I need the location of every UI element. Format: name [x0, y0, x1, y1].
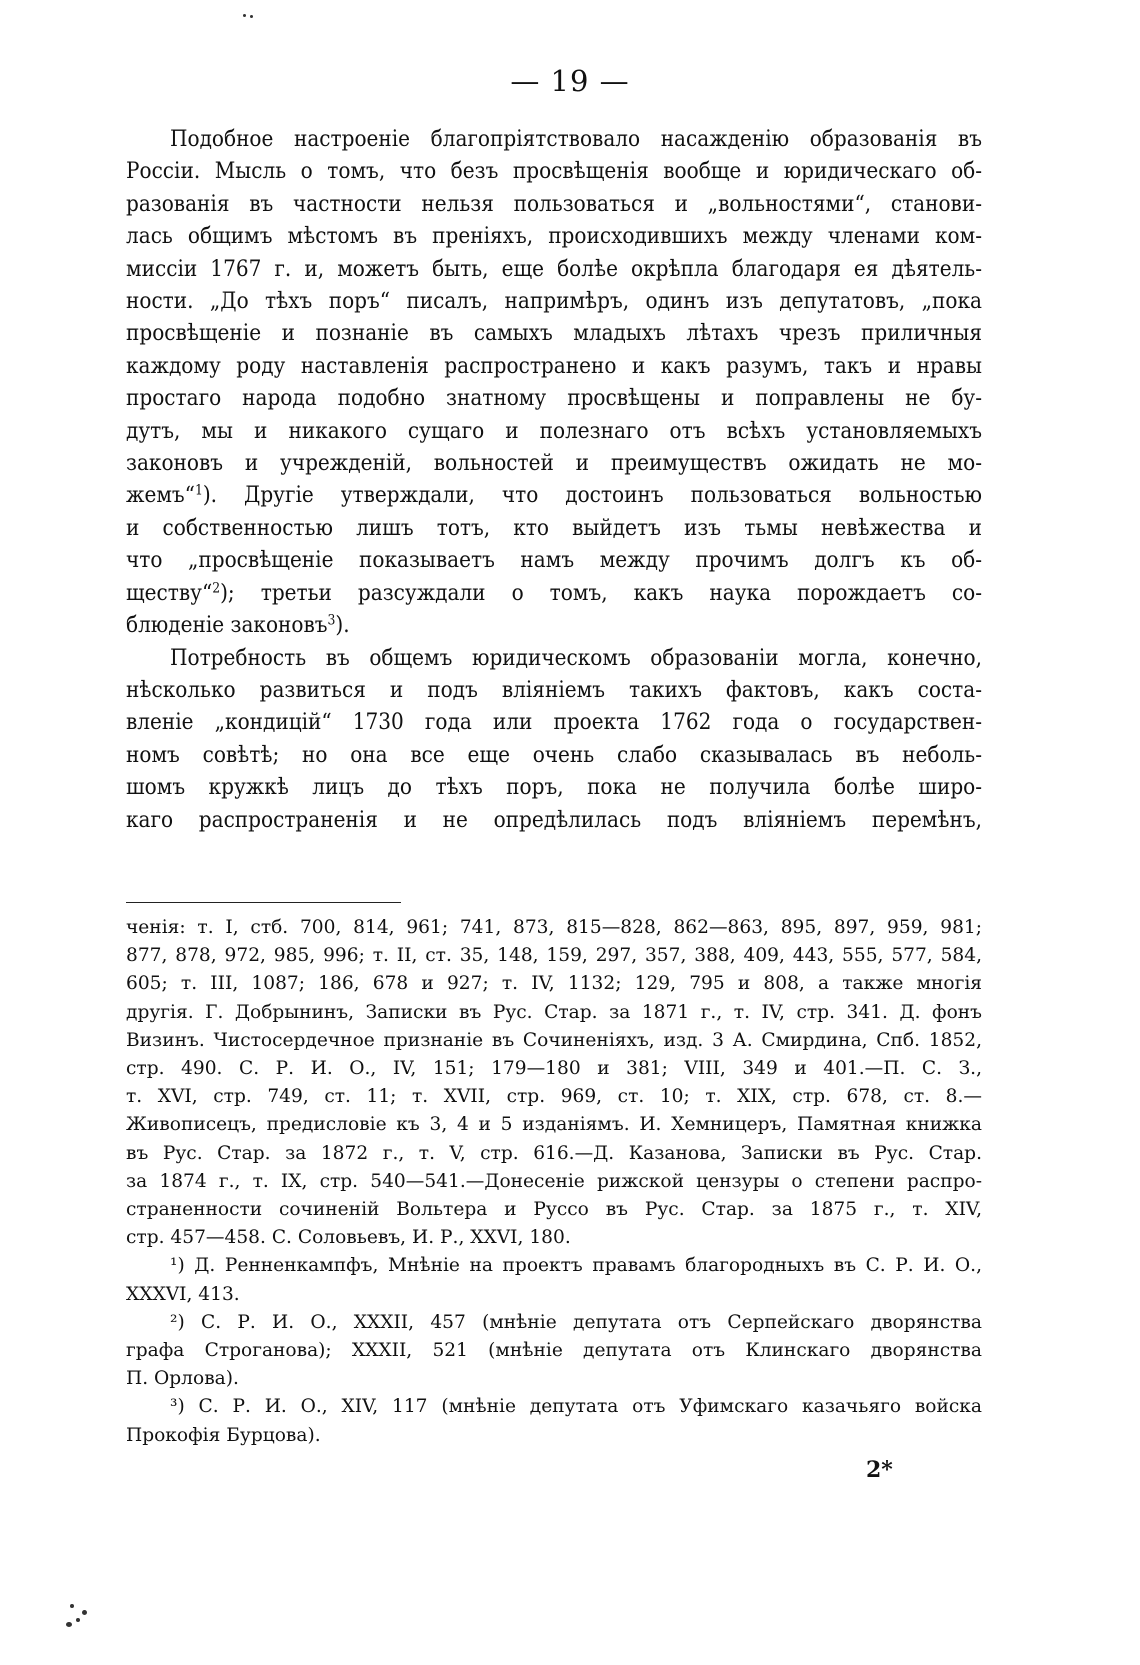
note-line [126, 1027, 982, 1055]
note-line [126, 1393, 982, 1421]
note-line-text: Прокофія Бурцова). [126, 1424, 321, 1446]
note-line-text: ²) С. Р. И. О., XXXII, 457 (мнѣніе депутата отъ Серпейскаго дворянства [170, 1311, 982, 1333]
note-line [126, 1140, 982, 1168]
body-line-text: разованія въ частности нельзя пользоваться и „вольностями“, станови- [126, 190, 982, 217]
body-line [126, 188, 982, 220]
footnote-ref: 3 [327, 612, 336, 629]
scan-speck [76, 1618, 80, 1622]
page-number: — 19 — [510, 64, 630, 98]
body-line-text: ществу“ [126, 579, 213, 606]
note-line [126, 999, 982, 1027]
note-line-text: ¹) Д. Ренненкампфъ, Мнѣніе на проектъ правамъ благородныхъ въ С. Р. И. О., [170, 1255, 982, 1277]
scan-speck [82, 1610, 87, 1615]
note-line [126, 942, 982, 970]
body-line-text: Потребность въ общемъ юридическомъ образованіи могла, конечно, [170, 644, 982, 671]
note-line-text: 877, 878, 972, 985, 996; т. II, ст. 35, 148, 159, 297, 357, 388, 409, 443, 555, 577, 584, [126, 945, 982, 967]
scan-speck [243, 14, 246, 17]
note-line [126, 1224, 982, 1252]
body-line [126, 123, 982, 155]
body-line-text: шомъ кружкѣ лицъ до тѣхъ поръ, пока не получила болѣе широ- [126, 774, 982, 801]
note-line-text: стр. 457—458. С. Соловьевъ, И. Р., XXVI, 180. [126, 1227, 571, 1249]
body-line-text: законовъ и учрежденій, вольностей и преимуществъ ожидать не мо- [126, 450, 982, 477]
body-line [126, 447, 982, 479]
note-line-text: т. XVI, стр. 749, ст. 11; т. XVII, стр. 969, ст. 10; т. XIX, стр. 678, ст. 8.— [126, 1086, 982, 1108]
body-line [126, 382, 982, 414]
body-line-text: вленіе „кондицій“ 1730 года или проекта 1762 года о государствен- [126, 709, 982, 736]
scan-speck [70, 1604, 74, 1608]
scan-speck [250, 15, 253, 18]
body-line-text: простаго народа подобно знатному просвѣщены и поправлены не бу- [126, 385, 982, 412]
note-line [126, 1309, 982, 1337]
body-line-text: Россіи. Мысль о томъ, что безъ просвѣщенія вообще и юридическаго об- [126, 158, 982, 185]
note-line [126, 1337, 982, 1365]
body-line [126, 771, 982, 803]
body-line-text: каждому роду наставленія распространено и какъ разумъ, такъ и нравы [126, 352, 982, 379]
note-line-text: Визинъ. Чистосердечное признаніе въ Сочиненіяхъ, изд. 3 А. Смирдина, Спб. 1852, [126, 1029, 982, 1051]
body-line-text: миссіи 1767 г. и, можетъ быть, еще болѣе окрѣпла благодаря ея дѣятель- [126, 255, 982, 282]
body-line-text: жемъ“ [126, 482, 195, 509]
body-line-text: ности. „До тѣхъ поръ“ писалъ, напримѣръ, одинъ изъ депутатовъ, „пока [126, 288, 982, 315]
footnote-ref: 1 [194, 482, 203, 499]
body-line [126, 479, 982, 511]
footnote-divider [126, 902, 401, 903]
note-line-text: страненности сочиненій Вольтера и Руссо въ Рус. Стар. за 1875 г., т. XIV, [126, 1199, 982, 1221]
note-line [126, 1365, 982, 1393]
note-line-text: за 1874 г., т. IX, стр. 540—541.—Донесеніе рижской цензуры о степени распро- [126, 1170, 982, 1192]
note-line [126, 914, 982, 942]
note-line-text: П. Орлова). [126, 1368, 239, 1390]
body-line [126, 609, 982, 641]
body-line-text: каго распространенія и не опредѣлилась подъ вліяніемъ перемѣнъ, [126, 806, 982, 833]
body-line [126, 804, 982, 836]
note-line-text: другія. Г. Добрынинъ, Записки въ Рус. Стар. за 1871 г., т. IV, стр. 341. Д. фонъ [126, 1001, 982, 1023]
body-line [126, 577, 982, 609]
note-line-text: Живописецъ, предисловіе къ 3, 4 и 5 изданіямъ. И. Хемницеръ, Памятная книжка [126, 1114, 982, 1136]
body-line-text: блюденіе законовъ [126, 612, 328, 639]
body-line-text: дутъ, мы и никакого сущаго и полезнаго отъ всѣхъ установляемыхъ [126, 417, 982, 444]
body-line [126, 155, 982, 187]
note-line-text: ³) С. Р. И. О., XIV, 117 (мнѣніе депутата отъ Уфимскаго казачьяго войска [170, 1396, 982, 1418]
body-line-text: что „просвѣщеніе показываетъ намъ между прочимъ долгъ къ об- [126, 547, 982, 574]
note-line-text: графа Строганова); XXXII, 521 (мнѣніе депутата отъ Клинскаго дворянства [126, 1340, 982, 1362]
note-line [126, 1422, 982, 1450]
body-line [126, 285, 982, 317]
note-line-text: 605; т. III, 1087; 186, 678 и 927; т. IV, 1132; 129, 795 и 808, а также многія [126, 973, 982, 995]
body-line-text: лась общимъ мѣстомъ въ преніяхъ, происходившихъ между членами ком- [126, 223, 982, 250]
body-line-text: номъ совѣтѣ; но она все еще очень слабо сказывалась въ неболь- [126, 741, 982, 768]
body-line [126, 415, 982, 447]
footnotes [126, 914, 982, 1450]
body-line-text: Подобное настроеніе благопріятствовало насажденію образованія въ [170, 126, 982, 152]
body-line-text: просвѣщеніе и познаніе въ самыхъ младыхъ лѣтахъ чрезъ приличныя [126, 320, 982, 347]
note-line-text: стр. 490. С. Р. И. О., IV, 151; 179—180 и 381; VIII, 349 и 401.—П. С. З., [126, 1058, 982, 1080]
note-line [126, 1281, 982, 1309]
note-line [126, 1168, 982, 1196]
body-line [126, 317, 982, 349]
note-line [126, 1111, 982, 1139]
note-line-text: въ Рус. Стар. за 1872 г., т. V, стр. 616.—Д. Казанова, Записки въ Рус. Стар. [126, 1142, 982, 1164]
main-text [126, 123, 982, 836]
body-line [126, 706, 982, 738]
note-line [126, 1055, 982, 1083]
note-line-text: ченія: т. I, стб. 700, 814, 961; 741, 873, 815—828, 862—863, 895, 897, 959, 981; [126, 917, 982, 938]
body-line [126, 350, 982, 382]
body-line-text: ). [335, 612, 350, 639]
body-line [126, 544, 982, 576]
body-line [126, 253, 982, 285]
signature-mark: 2* [866, 1457, 893, 1483]
note-line [126, 1252, 982, 1280]
scan-speck [66, 1622, 72, 1627]
note-line [126, 1196, 982, 1224]
body-line-text: нѣсколько развиться и подъ вліяніемъ такихъ фактовъ, какъ соста- [126, 676, 982, 703]
body-line [126, 220, 982, 252]
body-line [126, 674, 982, 706]
body-line-text: и собственностью лишъ тотъ, кто выйдетъ изъ тьмы невѣжества и [126, 514, 982, 541]
body-line [126, 512, 982, 544]
body-line-text: ). Другіе утверждали, что достоинъ пользоваться вольностью [202, 482, 982, 509]
footnote-ref: 2 [212, 580, 221, 597]
note-line [126, 1083, 982, 1111]
body-line [126, 642, 982, 674]
note-line [126, 970, 982, 998]
note-line-text: XXXVI, 413. [126, 1283, 240, 1305]
body-line [126, 739, 982, 771]
body-line-text: ); третьи разсуждали о томъ, какъ наука порождаетъ со- [220, 579, 982, 606]
